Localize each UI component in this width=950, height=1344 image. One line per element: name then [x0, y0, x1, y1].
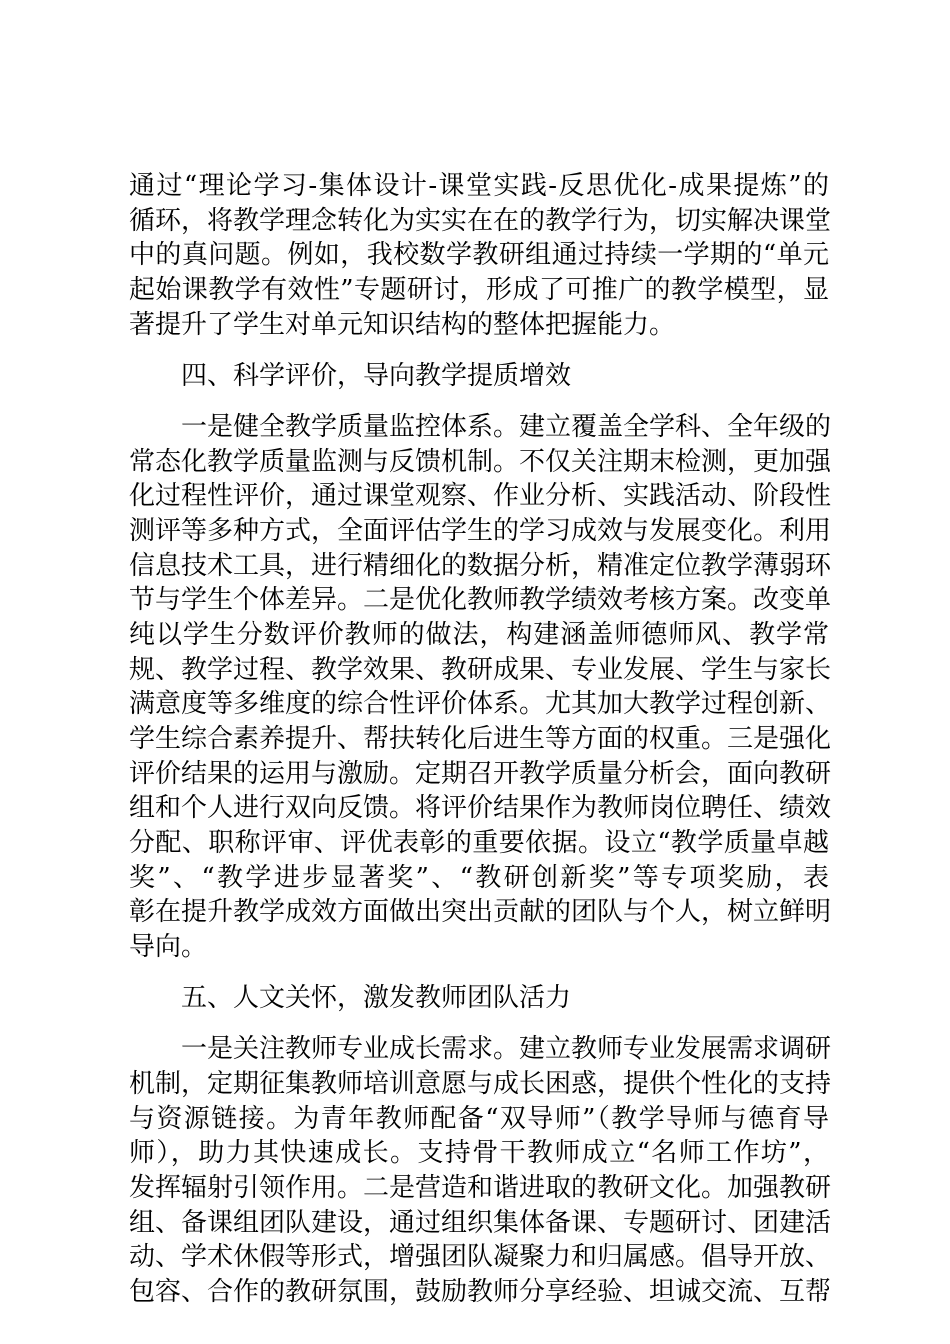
text-line: 评价结果的运用与激励。定期召开教学质量分析会，面向教研 — [129, 758, 832, 789]
text-line: 奖”、“教学进步显著奖”、“教研创新奖”等专项奖励，表 — [129, 862, 829, 893]
text-line: 常态化教学质量监测与反馈机制。不仅关注期末检测，更加强 — [129, 446, 832, 477]
text-line: 分配、职称评审、评优表彰的重要依据。设立“教学质量卓越 — [129, 828, 829, 858]
text-line: 导向。 — [129, 932, 208, 962]
text-line: 化过程性评价，通过课堂观察、作业分析、实践活动、阶段性 — [129, 481, 832, 512]
text-line: 彰在提升教学成效方面做出突出贡献的团队与个人，树立鲜明 — [129, 897, 832, 928]
text-line: 中的真问题。例如，我校数学教研组通过持续一学期的“单元 — [129, 240, 829, 271]
text-line: 节与学生个体差异。二是优化教师教学绩效考核方案。改变单 — [129, 585, 832, 616]
section-heading: 四、科学评价，导向教学提质增效 — [129, 360, 572, 391]
text-line: 规、教学过程、教学效果、教研成果、专业发展、学生与家长 — [129, 654, 832, 685]
text-line: 发挥辐射引领作用。二是营造和谐进取的教研文化。加强教研 — [129, 1173, 832, 1203]
text-line: 满意度等多维度的综合性评价体系。尤其加大教学过程创新、 — [129, 689, 832, 720]
text-line: 循环，将教学理念转化为实实在在的教学行为，切实解决课堂 — [129, 205, 832, 236]
text-line: 一是关注教师专业成长需求。建立教师专业发展需求调研 — [129, 1034, 832, 1065]
text-line: 通过“理论学习-集体设计-课堂实践-反思优化-成果提炼”的 — [129, 171, 829, 201]
text-line: 信息技术工具，进行精细化的数据分析，精准定位教学薄弱环 — [129, 550, 832, 581]
text-line: 与资源链接。为青年教师配备“双导师”（教学导师与德育导 — [129, 1103, 829, 1134]
text-line: 起始课教学有效性”专题研讨，形成了可推广的教学模型，显 — [129, 275, 829, 305]
text-line: 组和个人进行双向反馈。将评价结果作为教师岗位聘任、绩效 — [129, 793, 832, 824]
text-line: 包容、合作的教研氛围，鼓励教师分享经验、坦诚交流、互帮 — [129, 1277, 832, 1307]
text-line: 一是健全教学质量监控体系。建立覆盖全学科、全年级的 — [129, 412, 832, 442]
text-line: 动、学术休假等形式，增强团队凝聚力和归属感。倡导开放、 — [129, 1242, 832, 1273]
text-line: 组、备课组团队建设，通过组织集体备课、专题研讨、团建活 — [129, 1207, 832, 1238]
text-line: 测评等多种方式，全面评估学生的学习成效与发展变化。利用 — [129, 516, 832, 546]
text-line: 机制，定期征集教师培训意愿与成长困惑，提供个性化的支持 — [129, 1069, 832, 1099]
section-heading: 五、人文关怀，激发教师团队活力 — [129, 983, 572, 1014]
text-line: 纯以学生分数评价教师的做法，构建涵盖师德师风、教学常 — [129, 620, 829, 650]
text-line: 师），助力其快速成长。支持骨干教师成立“名师工作坊”， — [129, 1138, 829, 1169]
text-line: 著提升了学生对单元知识结构的整体把握能力。 — [129, 309, 676, 340]
text-line: 学生综合素养提升、帮扶转化后进生等方面的权重。三是强化 — [129, 724, 832, 754]
